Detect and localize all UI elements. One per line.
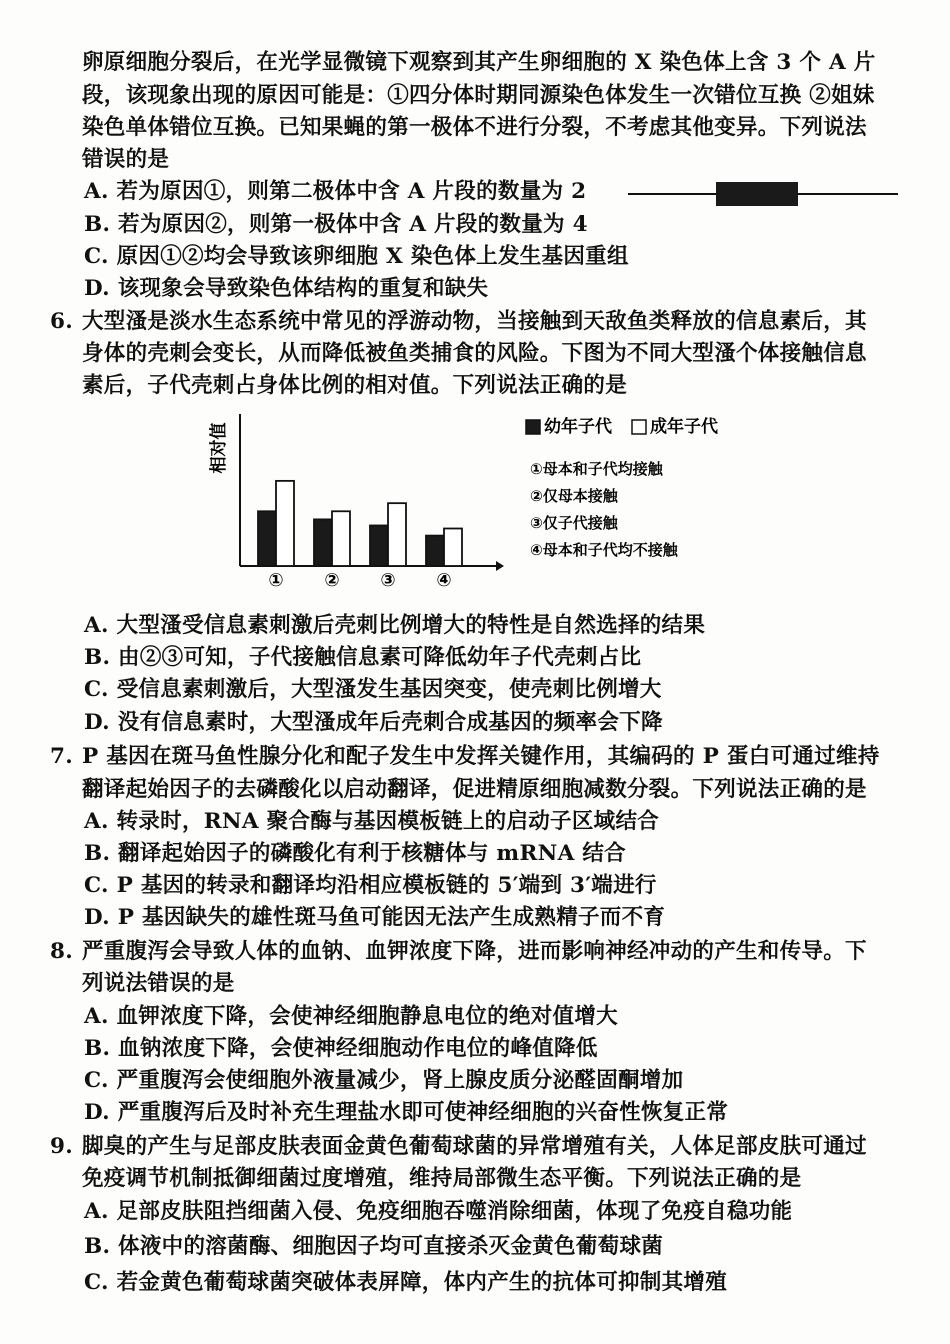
x-tick-label: ④ (436, 570, 452, 591)
legend-note-3: ③仅子代接触 (530, 514, 618, 532)
x-tick-label: ② (324, 570, 340, 591)
q9-option-c: C. 若金黄色葡萄球菌突破体表屏障，体内产生的抗体可抑制其增殖 (84, 1270, 728, 1295)
q9-option-b: B. 体液中的溶菌酶、细胞因子均可直接杀灭金黄色葡萄球菌 (84, 1234, 664, 1259)
x-axis-arrow (496, 561, 504, 571)
bar-adult-4 (444, 529, 462, 566)
q8-option-c: C. 严重腹泻会使细胞外液量减少，肾上腺皮质分泌醛固酮增加 (84, 1068, 684, 1093)
bar-juvenile-4 (426, 536, 444, 566)
q6-option-b: B. 由②③可知，子代接触信息素可降低幼年子代壳刺占比 (84, 645, 642, 670)
q8-stem-line-1: 严重腹泻会导致人体的血钠、血钾浓度下降，进而影响神经冲动的产生和传导。下 (82, 939, 867, 964)
q9-option-a: A. 足部皮肤阻挡细菌入侵、免疫细胞吞噬消除细菌，体现了免疫自稳功能 (84, 1199, 793, 1224)
q6-option-a: A. 大型溞受信息素刺激后壳刺比例增大的特性是自然选择的结果 (84, 613, 706, 638)
legend-note-4: ④母本和子代均不接触 (530, 541, 678, 559)
legend-note-1: ①母本和子代均接触 (530, 460, 663, 478)
redaction-stamp (716, 182, 798, 206)
q7-option-b: B. 翻译起始因子的磷酸化有利于核糖体与 mRNA 结合 (84, 841, 626, 866)
bar-juvenile-1 (258, 511, 276, 566)
q9-stem-line-1: 脚臭的产生与足部皮肤表面金黄色葡萄球菌的异常增殖有关，人体足部皮肤可通过 (82, 1134, 867, 1159)
q7-stem-line-2: 翻译起始因子的去磷酸化以启动翻译，促进精原细胞减数分裂。下列说法正确的是 (82, 777, 867, 802)
q7-option-c: C. P 基因的转录和翻译均沿相应模板链的 5′端到 3′端进行 (84, 873, 657, 898)
bar-chart (200, 408, 760, 608)
bar-adult-1 (276, 481, 294, 566)
bar-juvenile-2 (314, 519, 332, 566)
q6-number: 6. (50, 309, 74, 334)
x-tick-label: ① (268, 570, 284, 591)
bar-adult-2 (332, 511, 350, 566)
legend-swatch-adult (632, 420, 646, 434)
q7-option-a: A. 转录时，RNA 聚合酶与基因模板链上的启动子区域结合 (84, 809, 660, 834)
legend-label-adult: 成年子代 (650, 417, 718, 437)
q5-option-a: A. 若为原因①，则第二极体中含 A 片段的数量为 2 (84, 179, 587, 204)
q5-option-b: B. 若为原因②，则第一极体中含 A 片段的数量为 4 (84, 212, 588, 237)
bar-juvenile-3 (370, 525, 388, 566)
legend-swatch-juvenile (526, 420, 540, 434)
chart-ylabel: 相对值 (209, 422, 229, 474)
q7-option-d: D. P 基因缺失的雄性斑马鱼可能因无法产生成熟精子而不育 (84, 905, 666, 930)
q6-option-d: D. 没有信息素时，大型溞成年后壳刺合成基因的频率会下降 (84, 710, 663, 735)
q8-number: 8. (50, 939, 74, 964)
bar-adult-3 (388, 503, 406, 566)
q5-option-d: D. 该现象会导致染色体结构的重复和缺失 (84, 276, 489, 301)
q8-stem-line-2: 列说法错误的是 (82, 971, 235, 996)
q5-option-c: C. 原因①②均会导致该卵细胞 X 染色体上发生基因重组 (84, 244, 629, 269)
q6-option-c: C. 受信息素刺激后，大型溞发生基因突变，使壳刺比例增大 (84, 677, 662, 702)
q8-option-b: B. 血钠浓度下降，会使神经细胞动作电位的峰值降低 (84, 1036, 598, 1061)
q9-stem-line-2: 免疫调节机制抵御细菌过度增殖，维持局部微生态平衡。下列说法正确的是 (82, 1166, 802, 1191)
q5-stem-line-2: 段，该现象出现的原因可能是：①四分体时期同源染色体发生一次错位互换 ②姐妹 (82, 83, 875, 108)
q6-stem-line-1: 大型溞是淡水生态系统中常见的浮游动物，当接触到天敌鱼类释放的信息素后，其 (82, 309, 867, 334)
legend-label-juvenile: 幼年子代 (544, 417, 612, 437)
q6-stem-line-3: 素后，子代壳刺占身体比例的相对值。下列说法正确的是 (82, 373, 628, 398)
q5-stem-line-3: 染色单体错位互换。已知果蝇的第一极体不进行分裂，不考虑其他变异。下列说法 (82, 115, 867, 140)
legend-note-2: ②仅母本接触 (530, 487, 618, 505)
q6-stem-line-2: 身体的壳刺会变长，从而降低被鱼类捕食的风险。下图为不同大型溞个体接触信息 (82, 341, 867, 366)
x-tick-label: ③ (380, 570, 396, 591)
q8-option-a: A. 血钾浓度下降，会使神经细胞静息电位的绝对值增大 (84, 1004, 618, 1029)
q7-number: 7. (50, 744, 74, 769)
q9-number: 9. (50, 1134, 74, 1159)
q5-stem-line-4: 错误的是 (82, 147, 170, 172)
q7-stem-line-1: P 基因在斑马鱼性腺分化和配子发生中发挥关键作用，其编码的 P 蛋白可通过维持 (82, 744, 880, 769)
q5-stem-line-1: 卵原细胞分裂后，在光学显微镜下观察到其产生卵细胞的 X 染色体上含 3 个 A 片 (82, 50, 876, 75)
q8-option-d: D. 严重腹泻后及时补充生理盐水即可使神经细胞的兴奋性恢复正常 (84, 1100, 729, 1125)
